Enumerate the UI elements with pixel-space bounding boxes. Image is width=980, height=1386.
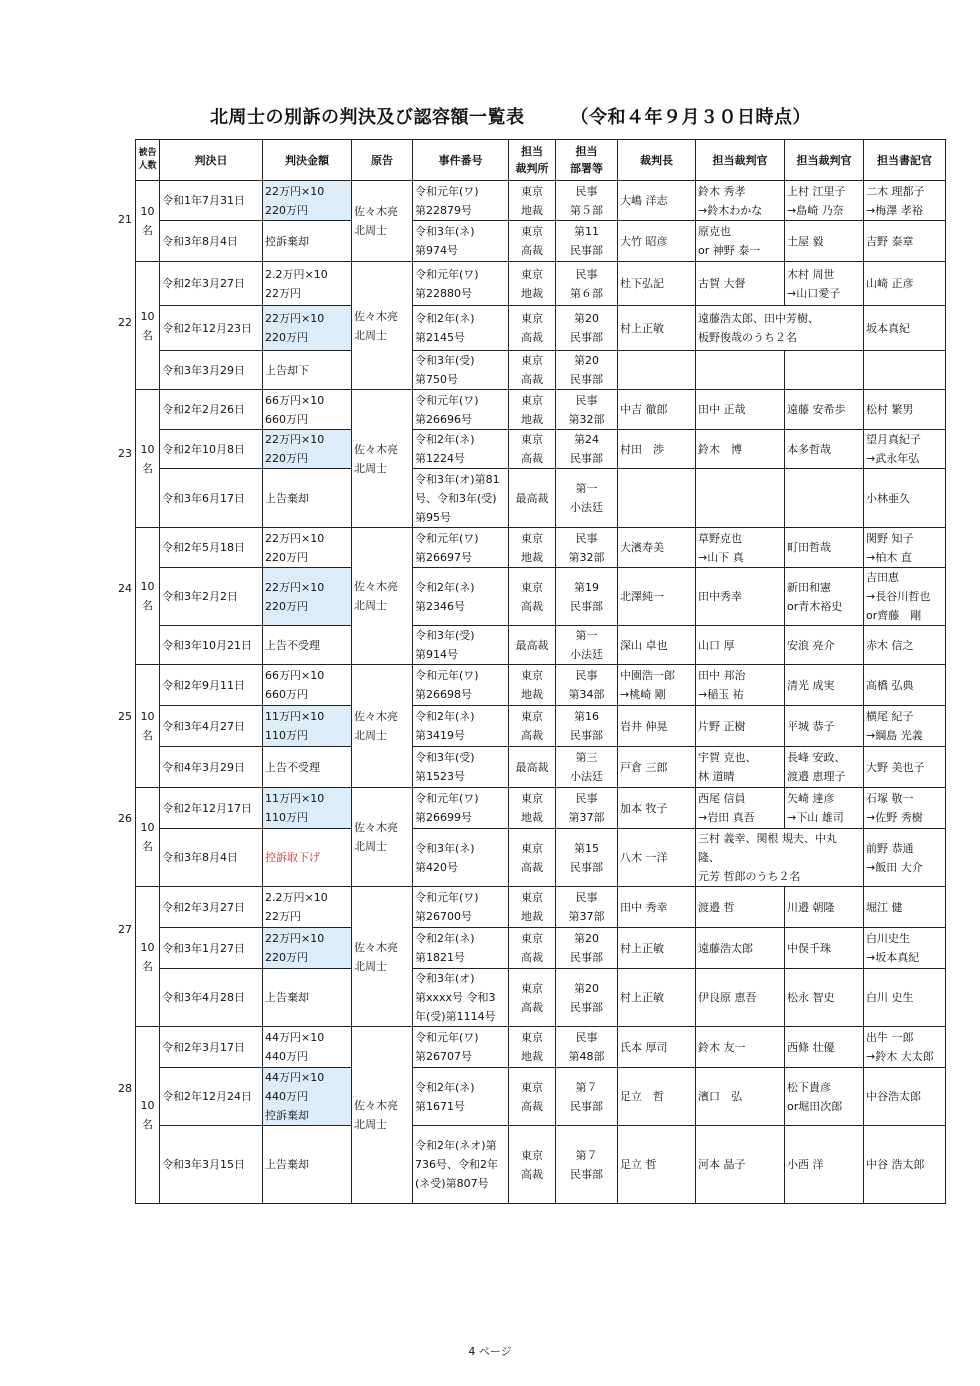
judges-merged-cell: 遠藤浩太郎、田中芳樹、 板野俊哉のうち２名 — [696, 306, 864, 351]
department-cell: 第20 民事部 — [556, 969, 618, 1027]
table-row — [136, 1068, 946, 1126]
department-cell: 民事 第32部 — [556, 528, 618, 568]
table-row — [136, 262, 946, 306]
judge-1-cell: 河本 晶子 — [696, 1126, 785, 1204]
judge-2-cell: 長峰 安政、 渡邉 恵理子 — [785, 747, 864, 788]
defendant-count-cell: 10 名 — [136, 262, 160, 390]
judgment-amount-cell: 11万円×10 110万円 — [263, 706, 352, 747]
clerk-cell: 出牛 一郎 →鈴木 大太郎 — [864, 1027, 946, 1068]
court-cell: 東京 高裁 — [509, 928, 556, 969]
defendant-count-cell: 10 名 — [136, 1027, 160, 1204]
court-cell: 東京 高裁 — [509, 306, 556, 351]
department-cell: 第三 小法廷 — [556, 747, 618, 788]
judge-2-cell: 小西 洋 — [785, 1126, 864, 1204]
judge-2-cell: 上村 江里子 →島崎 乃奈 — [785, 181, 864, 221]
case-number-cell: 令和3年(ネ) 第420号 — [413, 829, 509, 887]
presiding-judge-cell — [618, 469, 696, 528]
judgment-date-cell: 令和2年3月27日 — [160, 262, 263, 306]
department-cell: 第20 民事部 — [556, 928, 618, 969]
court-cell: 東京 地裁 — [509, 181, 556, 221]
judge-1-cell — [696, 469, 785, 528]
department-cell: 第19 民事部 — [556, 568, 618, 626]
court-cell: 東京 高裁 — [509, 1126, 556, 1204]
group-number: 25 — [118, 709, 132, 723]
judge-2-cell: 町田哲哉 — [785, 528, 864, 568]
department-cell: 第７ 民事部 — [556, 1068, 618, 1126]
judge-2-cell: 遠藤 安希歩 — [785, 390, 864, 430]
case-number-cell: 令和元年(ワ) 第26699号 — [413, 788, 509, 829]
group-number: 26 — [118, 812, 132, 825]
judge-1-cell: 草野克也 →山下 真 — [696, 528, 785, 568]
table-row — [136, 829, 946, 887]
presiding-judge-cell: 深山 卓也 — [618, 626, 696, 665]
table-row — [136, 181, 946, 221]
judge-2-cell: 平城 恭子 — [785, 706, 864, 747]
court-cell: 東京 地裁 — [509, 665, 556, 706]
table-row — [136, 430, 946, 469]
clerk-cell: 白川 史生 — [864, 969, 946, 1027]
judgment-amount-cell: 22万円×10 220万円 — [263, 528, 352, 568]
judge-2-cell: 安浪 亮介 — [785, 626, 864, 665]
judgment-date-cell: 令和1年7月31日 — [160, 181, 263, 221]
case-number-cell: 令和3年(受) 第1523号 — [413, 747, 509, 788]
court-cell: 東京 地裁 — [509, 390, 556, 430]
judge-2-cell: 清光 成実 — [785, 665, 864, 706]
judgment-amount-cell: 2.2万円×10 22万円 — [263, 262, 352, 306]
judge-2-cell: 新田和憲 or青木裕史 — [785, 568, 864, 626]
title-date: （令和４年９月３０日時点） — [570, 107, 811, 128]
judgment-amount-cell: 22万円×10 220万円 — [263, 928, 352, 969]
case-number-cell: 令和3年(ネ) 第974号 — [413, 221, 509, 262]
case-number-cell: 令和元年(ワ) 第26698号 — [413, 665, 509, 706]
table-row — [136, 1027, 946, 1068]
judge-2-cell: 西條 壮優 — [785, 1027, 864, 1068]
case-number-cell: 令和元年(ワ) 第26700号 — [413, 887, 509, 928]
table-row — [136, 568, 946, 626]
presiding-judge-cell: 岩井 伸晃 — [618, 706, 696, 747]
header-court: 担当 裁判所 — [509, 140, 556, 181]
case-number-cell: 令和2年(ネ) 第2346号 — [413, 568, 509, 626]
judge-1-cell: 田中 正哉 — [696, 390, 785, 430]
page-title — [210, 103, 910, 129]
judge-1-cell: 田中秀幸 — [696, 568, 785, 626]
court-cell: 東京 地裁 — [509, 788, 556, 829]
clerk-cell — [864, 351, 946, 390]
table-row — [136, 747, 946, 788]
case-number-cell: 令和元年(ワ) 第22879号 — [413, 181, 509, 221]
judge-2-cell: 中俣千珠 — [785, 928, 864, 969]
clerk-cell: 高橋 弘典 — [864, 665, 946, 706]
clerk-cell: 前野 恭通 →飯田 大介 — [864, 829, 946, 887]
judgment-date-cell: 令和2年12月23日 — [160, 306, 263, 351]
judge-1-cell: 鈴木 博 — [696, 430, 785, 469]
case-number-cell: 令和3年(受) 第750号 — [413, 351, 509, 390]
court-cell: 東京 地裁 — [509, 887, 556, 928]
presiding-judge-cell: 村上正敏 — [618, 969, 696, 1027]
table-row — [136, 969, 946, 1027]
judgment-date-cell: 令和2年12月24日 — [160, 1068, 263, 1126]
department-cell: 第24 民事部 — [556, 430, 618, 469]
table-row — [136, 390, 946, 430]
judgment-amount-cell: 控訴取下げ — [263, 829, 352, 887]
judgment-amount-cell: 上告棄却 — [263, 969, 352, 1027]
judge-2-cell — [785, 469, 864, 528]
judge-1-cell: 古賀 大督 — [696, 262, 785, 306]
case-number-cell: 令和2年(ネ) 第1671号 — [413, 1068, 509, 1126]
presiding-judge-cell: 氏本 厚司 — [618, 1027, 696, 1068]
judge-1-cell: 田中 邦治 →稲玉 祐 — [696, 665, 785, 706]
group-number: 27 — [118, 923, 132, 936]
judge-1-cell: 山口 厚 — [696, 626, 785, 665]
header-plaintiff: 原告 — [352, 140, 413, 181]
group-number: 21 — [118, 212, 132, 226]
judgment-amount-cell: 2.2万円×10 22万円 — [263, 887, 352, 928]
judge-1-cell: 原克也 or 神野 泰一 — [696, 221, 785, 262]
judgment-amount-cell: 66万円×10 660万円 — [263, 665, 352, 706]
department-cell: 第一 小法廷 — [556, 626, 618, 665]
judgment-amount-cell: 上告棄却 — [263, 1126, 352, 1204]
plaintiff-cell: 佐々木亮 北周士 — [352, 181, 413, 262]
judgment-date-cell: 令和2年5月18日 — [160, 528, 263, 568]
judgment-date-cell: 令和3年3月29日 — [160, 351, 263, 390]
title-text: 北周士の別訴の判決及び認容額一覧表 — [210, 107, 525, 128]
department-cell: 民事 第32部 — [556, 390, 618, 430]
department-cell: 第一 小法廷 — [556, 469, 618, 528]
judge-2-cell: 木村 周世 →山口愛子 — [785, 262, 864, 306]
clerk-cell: 小林亜久 — [864, 469, 946, 528]
header-defendant-count: 被告 人数 — [136, 140, 160, 181]
judgment-date-cell: 令和4年3月29日 — [160, 747, 263, 788]
court-cell: 東京 高裁 — [509, 351, 556, 390]
court-cell: 東京 地裁 — [509, 262, 556, 306]
clerk-cell: 山崎 正彦 — [864, 262, 946, 306]
table-row — [136, 706, 946, 747]
judges-merged-cell: 三村 義幸、関根 規夫、中丸 隆、 元芳 哲郎のうち２名 — [696, 829, 864, 887]
header-judge-2: 担当裁判官 — [785, 140, 864, 181]
judge-1-cell: 西尾 信員 →岩田 真吾 — [696, 788, 785, 829]
court-cell: 東京 高裁 — [509, 969, 556, 1027]
court-cell: 最高裁 — [509, 626, 556, 665]
judgment-amount-cell: 66万円×10 660万円 — [263, 390, 352, 430]
judge-1-cell: 伊良原 恵吾 — [696, 969, 785, 1027]
clerk-cell: 吉田恵 →長谷川哲也 or齊藤 剛 — [864, 568, 946, 626]
presiding-judge-cell: 村上正敏 — [618, 928, 696, 969]
judge-2-cell: 本多哲哉 — [785, 430, 864, 469]
judgment-date-cell: 令和2年3月17日 — [160, 1027, 263, 1068]
presiding-judge-cell: 中吉 徹郎 — [618, 390, 696, 430]
table-row — [136, 528, 946, 568]
judgment-date-cell: 令和3年3月15日 — [160, 1126, 263, 1204]
judgment-date-cell: 令和2年9月11日 — [160, 665, 263, 706]
clerk-cell: 中谷浩太郎 — [864, 1068, 946, 1126]
clerk-cell: 横尾 紀子 →綱島 光義 — [864, 706, 946, 747]
judgment-amount-cell: 44万円×10 440万円 控訴棄却 — [263, 1068, 352, 1126]
table-row — [136, 788, 946, 829]
clerk-cell: 望月真紀子 →武永年弘 — [864, 430, 946, 469]
department-cell: 第20 民事部 — [556, 351, 618, 390]
clerk-cell: 中谷 浩太郎 — [864, 1126, 946, 1204]
header-department: 担当 部署等 — [556, 140, 618, 181]
judge-2-cell: 矢崎 達彦 →下山 雄司 — [785, 788, 864, 829]
clerk-cell: 大野 美也子 — [864, 747, 946, 788]
department-cell: 民事 第34部 — [556, 665, 618, 706]
court-cell: 東京 高裁 — [509, 706, 556, 747]
department-cell: 民事 第６部 — [556, 262, 618, 306]
judgment-amount-cell: 上告不受理 — [263, 747, 352, 788]
judgment-date-cell: 令和2年10月8日 — [160, 430, 263, 469]
judgment-amount-cell: 上告却下 — [263, 351, 352, 390]
table-row — [136, 469, 946, 528]
group-number: 24 — [118, 581, 132, 595]
plaintiff-cell: 佐々木亮 北周士 — [352, 390, 413, 528]
defendant-count-cell: 10 名 — [136, 528, 160, 665]
presiding-judge-cell: 村田 渉 — [618, 430, 696, 469]
judgment-date-cell: 令和3年8月4日 — [160, 829, 263, 887]
header-judge-1: 担当裁判官 — [696, 140, 785, 181]
presiding-judge-cell: 中園浩一郎 →桃崎 剛 — [618, 665, 696, 706]
judge-1-cell: 渡邉 哲 — [696, 887, 785, 928]
presiding-judge-cell: 加本 牧子 — [618, 788, 696, 829]
table-row — [136, 887, 946, 928]
court-cell: 最高裁 — [509, 469, 556, 528]
case-number-cell: 令和2年(ネオ)第 736号、令和2年 (ネ受)第807号 — [413, 1126, 509, 1204]
case-number-cell: 令和2年(ネ) 第1821号 — [413, 928, 509, 969]
case-number-cell: 令和元年(ワ) 第26707号 — [413, 1027, 509, 1068]
clerk-cell: 松村 繁男 — [864, 390, 946, 430]
plaintiff-cell: 佐々木亮 北周士 — [352, 262, 413, 390]
department-cell: 民事 第５部 — [556, 181, 618, 221]
department-cell: 第20 民事部 — [556, 306, 618, 351]
judgment-amount-cell: 22万円×10 220万円 — [263, 181, 352, 221]
judgment-amount-cell: 上告不受理 — [263, 626, 352, 665]
group-number: 28 — [118, 1081, 132, 1095]
court-cell: 東京 高裁 — [509, 221, 556, 262]
court-cell: 東京 高裁 — [509, 1068, 556, 1126]
presiding-judge-cell: 戸倉 三郎 — [618, 747, 696, 788]
plaintiff-cell: 佐々木亮 北周士 — [352, 1027, 413, 1204]
clerk-cell: 吉野 泰章 — [864, 221, 946, 262]
department-cell: 第11 民事部 — [556, 221, 618, 262]
case-number-cell: 令和3年(オ)第81 号、令和3年(受) 第95号 — [413, 469, 509, 528]
case-number-cell: 令和元年(ワ) 第26697号 — [413, 528, 509, 568]
department-cell: 第16 民事部 — [556, 706, 618, 747]
header-case-number: 事件番号 — [413, 140, 509, 181]
judgment-amount-cell: 44万円×10 440万円 — [263, 1027, 352, 1068]
defendant-count-cell: 10 名 — [136, 390, 160, 528]
table-body — [136, 181, 946, 1204]
judgment-amount-cell: 控訴棄却 — [263, 221, 352, 262]
judgment-date-cell: 令和3年2月2日 — [160, 568, 263, 626]
judgment-table — [135, 139, 946, 1204]
page-footer: 4 ページ — [468, 1345, 512, 1358]
group-number: 22 — [118, 315, 132, 329]
judgment-amount-cell: 22万円×10 220万円 — [263, 306, 352, 351]
plaintiff-cell: 佐々木亮 北周士 — [352, 788, 413, 887]
defendant-count-cell: 10 名 — [136, 181, 160, 262]
presiding-judge-cell: 杜下弘記 — [618, 262, 696, 306]
judge-2-cell: 松永 智史 — [785, 969, 864, 1027]
judge-2-cell: 土屋 毅 — [785, 221, 864, 262]
presiding-judge-cell: 大嶋 洋志 — [618, 181, 696, 221]
case-number-cell: 令和2年(ネ) 第2145号 — [413, 306, 509, 351]
header-presiding-judge: 裁判長 — [618, 140, 696, 181]
judge-1-cell: 片野 正樹 — [696, 706, 785, 747]
defendant-count-cell: 10 名 — [136, 665, 160, 788]
court-cell: 東京 高裁 — [509, 829, 556, 887]
clerk-cell: 堀江 健 — [864, 887, 946, 928]
defendant-count-cell: 10 名 — [136, 788, 160, 887]
clerk-cell: 石塚 敬一 →佐野 秀樹 — [864, 788, 946, 829]
clerk-cell: 坂本真紀 — [864, 306, 946, 351]
judgment-date-cell: 令和3年4月27日 — [160, 706, 263, 747]
judge-2-cell — [785, 351, 864, 390]
header-judgment-amount: 判決金額 — [263, 140, 352, 181]
defendant-count-cell: 10 名 — [136, 887, 160, 1027]
judgment-date-cell: 令和3年1月27日 — [160, 928, 263, 969]
presiding-judge-cell: 村上正敏 — [618, 306, 696, 351]
table-row — [136, 665, 946, 706]
court-cell: 東京 高裁 — [509, 430, 556, 469]
judge-1-cell: 宇賀 克也、 林 道晴 — [696, 747, 785, 788]
judgment-amount-cell: 22万円×10 220万円 — [263, 568, 352, 626]
presiding-judge-cell: 足立 哲 — [618, 1068, 696, 1126]
case-number-cell: 令和2年(ネ) 第1224号 — [413, 430, 509, 469]
presiding-judge-cell — [618, 351, 696, 390]
presiding-judge-cell: 大竹 昭彦 — [618, 221, 696, 262]
clerk-cell: 白川史生 →坂本真紀 — [864, 928, 946, 969]
judgment-date-cell: 令和3年8月4日 — [160, 221, 263, 262]
plaintiff-cell: 佐々木亮 北周士 — [352, 665, 413, 788]
judge-1-cell — [696, 351, 785, 390]
judgment-amount-cell: 22万円×10 220万円 — [263, 430, 352, 469]
presiding-judge-cell: 足立 哲 — [618, 1126, 696, 1204]
group-number: 23 — [118, 446, 132, 460]
presiding-judge-cell: 八木 一洋 — [618, 829, 696, 887]
judge-1-cell: 鈴木 友一 — [696, 1027, 785, 1068]
judgment-date-cell: 令和2年3月27日 — [160, 887, 263, 928]
case-number-cell: 令和元年(ワ) 第22880号 — [413, 262, 509, 306]
case-number-cell: 令和元年(ワ) 第26696号 — [413, 390, 509, 430]
header-clerk: 担当書記官 — [864, 140, 946, 181]
plaintiff-cell: 佐々木亮 北周士 — [352, 528, 413, 665]
judgment-date-cell: 令和2年2月26日 — [160, 390, 263, 430]
table-row — [136, 351, 946, 390]
table-row — [136, 928, 946, 969]
clerk-cell: 関野 知子 →柏木 直 — [864, 528, 946, 568]
table-row — [136, 626, 946, 665]
judge-2-cell: 松下貴彦 or堀田次郎 — [785, 1068, 864, 1126]
presiding-judge-cell: 田中 秀幸 — [618, 887, 696, 928]
clerk-cell: 赤木 信之 — [864, 626, 946, 665]
judgment-date-cell: 令和3年10月21日 — [160, 626, 263, 665]
presiding-judge-cell: 北澤純一 — [618, 568, 696, 626]
judge-1-cell: 鈴木 秀孝 →鈴木わかな — [696, 181, 785, 221]
court-cell: 最高裁 — [509, 747, 556, 788]
judgment-date-cell: 令和2年12月17日 — [160, 788, 263, 829]
table-row — [136, 306, 946, 351]
judge-2-cell: 川邉 朝隆 — [785, 887, 864, 928]
clerk-cell: 二木 理都子 →梅澤 孝裕 — [864, 181, 946, 221]
plaintiff-cell: 佐々木亮 北周士 — [352, 887, 413, 1027]
judgment-amount-cell: 11万円×10 110万円 — [263, 788, 352, 829]
department-cell: 民事 第37部 — [556, 788, 618, 829]
table-row — [136, 221, 946, 262]
department-cell: 第７ 民事部 — [556, 1126, 618, 1204]
department-cell: 民事 第48部 — [556, 1027, 618, 1068]
header-judgment-date: 判決日 — [160, 140, 263, 181]
judge-1-cell: 遠藤浩太郎 — [696, 928, 785, 969]
judgment-date-cell: 令和3年6月17日 — [160, 469, 263, 528]
court-cell: 東京 高裁 — [509, 568, 556, 626]
department-cell: 第15 民事部 — [556, 829, 618, 887]
case-number-cell: 令和3年(受) 第914号 — [413, 626, 509, 665]
department-cell: 民事 第37部 — [556, 887, 618, 928]
case-number-cell: 令和3年(オ) 第xxxx号 令和3 年(受)第1114号 — [413, 969, 509, 1027]
presiding-judge-cell: 大濱寿美 — [618, 528, 696, 568]
court-cell: 東京 地裁 — [509, 528, 556, 568]
judgment-amount-cell: 上告棄却 — [263, 469, 352, 528]
case-number-cell: 令和2年(ネ) 第3419号 — [413, 706, 509, 747]
court-cell: 東京 地裁 — [509, 1027, 556, 1068]
table-row — [136, 1126, 946, 1204]
judgment-date-cell: 令和3年4月28日 — [160, 969, 263, 1027]
judge-1-cell: 濱口 弘 — [696, 1068, 785, 1126]
